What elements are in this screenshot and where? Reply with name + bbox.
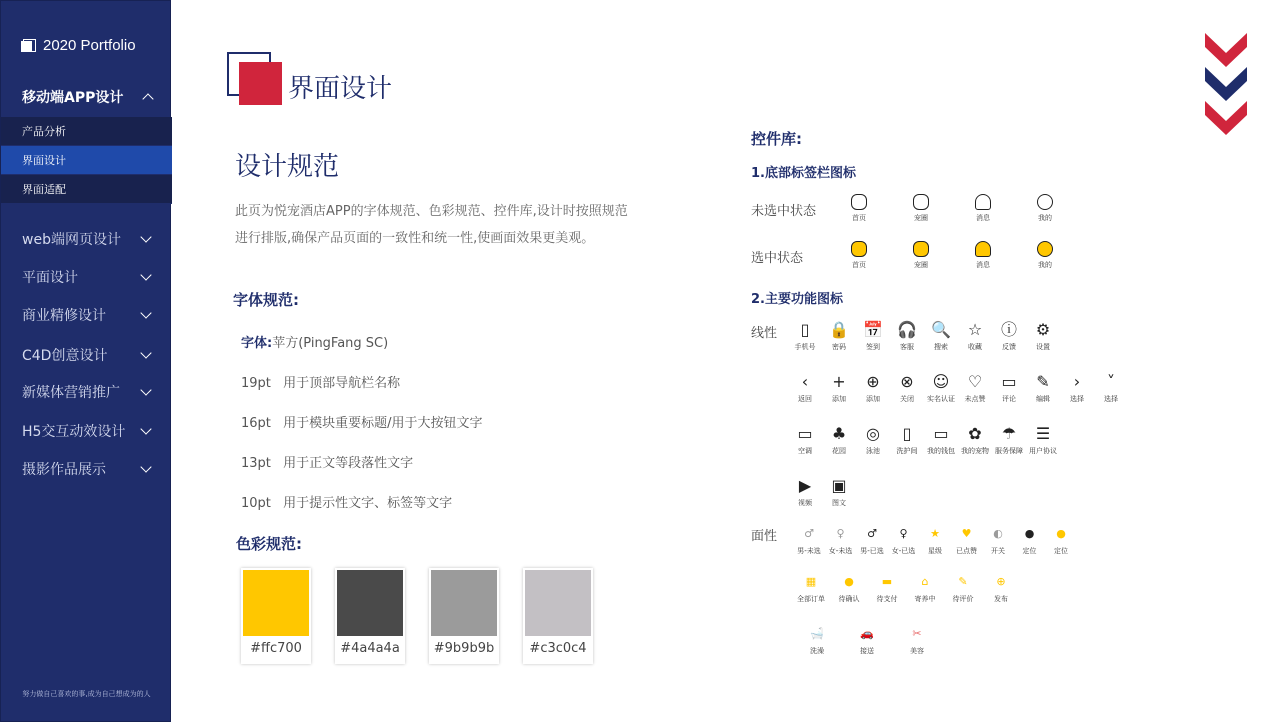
swatch-color bbox=[525, 570, 591, 636]
color-swatch bbox=[523, 568, 593, 664]
face-icon-item[interactable] bbox=[795, 624, 839, 656]
sidebar-item-label: 摄影作品展示 bbox=[22, 462, 106, 478]
color-swatch bbox=[429, 568, 499, 664]
icon-label: 定位 bbox=[1022, 547, 1037, 555]
sidebar-item-label: C4D创意设计 bbox=[22, 348, 108, 364]
fostering-icon: ⌂ bbox=[921, 575, 929, 588]
tab-home-unselected[interactable] bbox=[839, 194, 879, 223]
swatch-color bbox=[337, 570, 403, 636]
subnav-item-ui-design[interactable]: 界面设计 bbox=[1, 146, 172, 175]
func-icons-title: 2.主要功能图标 bbox=[751, 292, 843, 307]
line-style-label: 线性 bbox=[751, 326, 778, 341]
sidebar-item-label: web端网页设计 bbox=[22, 232, 121, 248]
plus-circle-icon: ⊕ bbox=[866, 372, 880, 391]
pickup-icon: 🚗 bbox=[860, 627, 874, 640]
swatch-code: #4a4a4a bbox=[340, 641, 400, 656]
icon-label: 返回 bbox=[798, 395, 812, 403]
icon-label: 收藏 bbox=[968, 343, 982, 351]
gear-icon: ⚙ bbox=[1035, 320, 1051, 339]
back-icon: ‹ bbox=[801, 372, 809, 391]
font-size: 19pt bbox=[241, 376, 271, 391]
chevron-navy bbox=[1205, 67, 1247, 101]
icon-label: 添加 bbox=[832, 395, 846, 403]
face-style-label: 面性 bbox=[751, 529, 778, 544]
icon-label: 视频 bbox=[798, 499, 812, 507]
pet-circle-icon bbox=[913, 241, 929, 257]
brand[interactable] bbox=[21, 37, 136, 54]
subnav-item-product-analysis[interactable]: 产品分析 bbox=[1, 117, 172, 146]
lifebuoy-icon: ◎ bbox=[866, 424, 880, 443]
icon-label: 待评价 bbox=[952, 595, 974, 603]
all-orders-icon: ▦ bbox=[805, 575, 817, 588]
font-rule bbox=[241, 372, 400, 391]
font-size: 16pt bbox=[241, 416, 271, 431]
tab-label: 首页 bbox=[852, 261, 866, 269]
sidebar-item-graphic[interactable] bbox=[1, 265, 172, 289]
sidebar-item-web[interactable] bbox=[1, 227, 172, 251]
sidebar-item-label: 新媒体营销推广 bbox=[22, 385, 120, 401]
sidebar-item-h5[interactable] bbox=[1, 419, 172, 443]
wash-room-icon: ▯ bbox=[902, 424, 912, 443]
chevron-down-icon bbox=[140, 269, 151, 280]
chevron-down-icon bbox=[140, 423, 151, 434]
section-heading: 设计规范 bbox=[235, 152, 340, 182]
font-usage: 用于模块重要标题/用于大按钮文字 bbox=[283, 416, 483, 431]
icon-label: 开关 bbox=[991, 547, 1005, 555]
face-icon-item[interactable] bbox=[845, 624, 889, 656]
dog-face-icon bbox=[1037, 241, 1053, 257]
chevron-down-icon bbox=[140, 307, 151, 318]
grooming-icon: ✂ bbox=[912, 627, 922, 640]
sidebar-item-c4d[interactable] bbox=[1, 343, 172, 367]
calendar-icon: 📅 bbox=[863, 320, 883, 339]
font-size: 13pt bbox=[241, 456, 271, 471]
icon-label: 图文 bbox=[832, 499, 846, 507]
tab-label: 消息 bbox=[976, 214, 990, 222]
icon-label: 我的钱包 bbox=[927, 447, 955, 455]
sidebar-item-label: 商业精修设计 bbox=[22, 308, 106, 324]
pending-review-icon: ✎ bbox=[958, 575, 968, 588]
icon-label: 全部订单 bbox=[797, 595, 825, 603]
icon-label: 待确认 bbox=[838, 595, 860, 603]
icon-label: 编辑 bbox=[1036, 395, 1050, 403]
tab-label: 消息 bbox=[976, 261, 990, 269]
color-spec-title: 色彩规范: bbox=[236, 535, 302, 553]
icon-label: 实名认证 bbox=[927, 395, 955, 403]
font-usage: 用于顶部导航栏名称 bbox=[283, 376, 401, 391]
icon-label: 定位 bbox=[1054, 547, 1068, 555]
sidebar-item-mobile-app[interactable] bbox=[1, 85, 172, 109]
pet-circle-icon bbox=[913, 194, 929, 210]
chevron-down-icon bbox=[140, 347, 151, 358]
tab-label: 首页 bbox=[852, 214, 866, 222]
font-family-label: 字体: bbox=[241, 336, 273, 351]
female-selected-icon: ♀ bbox=[899, 527, 908, 540]
tab-label: 我的 bbox=[1038, 214, 1052, 222]
icon-label: 未点赞 bbox=[964, 395, 986, 403]
icon-label: 洗护间 bbox=[896, 447, 918, 455]
icon-label: 密码 bbox=[832, 343, 846, 351]
font-size: 10pt bbox=[241, 496, 271, 511]
bath-icon: 🛁 bbox=[810, 627, 824, 640]
chevron-right-icon: › bbox=[1073, 372, 1081, 391]
selected-label: 选中状态 bbox=[751, 251, 804, 266]
toggle-icon: ◐ bbox=[993, 527, 1003, 540]
line-icon-item[interactable] bbox=[1089, 372, 1133, 404]
garden-icon: ♣ bbox=[831, 424, 847, 443]
chevron-down-icon: ˅ bbox=[1107, 372, 1115, 391]
phone-icon: ▯ bbox=[800, 320, 810, 339]
tab-circle-unselected[interactable] bbox=[901, 194, 941, 223]
sidebar-item-label: H5交互动效设计 bbox=[22, 424, 126, 440]
icon-label: 已点赞 bbox=[956, 547, 977, 555]
face-icon-item[interactable] bbox=[1039, 524, 1083, 556]
icon-label: 评论 bbox=[1002, 395, 1016, 403]
tab-label: 我的 bbox=[1038, 261, 1052, 269]
icon-label: 设置 bbox=[1036, 343, 1050, 351]
font-rule bbox=[241, 492, 452, 511]
icon-label: 关闭 bbox=[900, 395, 914, 403]
help-icon: ⓘ bbox=[1000, 320, 1017, 339]
sidebar-item-new-media[interactable] bbox=[1, 380, 172, 404]
tab-home-selected[interactable] bbox=[839, 241, 879, 270]
icon-label: 用户协议 bbox=[1029, 447, 1057, 455]
icon-label: 花园 bbox=[832, 447, 846, 455]
tab-message-selected[interactable] bbox=[963, 241, 1003, 270]
swatch-code: #c3c0c4 bbox=[529, 641, 587, 656]
sidebar-item-photo[interactable] bbox=[1, 457, 172, 481]
star-badge-icon: ★ bbox=[930, 527, 940, 540]
tab-mine-selected[interactable] bbox=[1025, 241, 1065, 270]
heart-icon: ♡ bbox=[967, 372, 983, 391]
male-unselected-icon: ♂ bbox=[804, 527, 814, 540]
heart-filled-icon: ♥ bbox=[961, 527, 972, 540]
aircon-icon: ▭ bbox=[797, 424, 813, 443]
icon-label: 签到 bbox=[866, 343, 880, 351]
icon-label: 女-已选 bbox=[891, 547, 916, 555]
unselected-label: 未选中状态 bbox=[751, 204, 817, 219]
chevron-down-icon bbox=[140, 231, 151, 242]
document-icon: ☰ bbox=[1035, 424, 1051, 443]
color-swatch bbox=[335, 568, 405, 664]
sidebar-item-label: 移动端APP设计 bbox=[22, 90, 124, 106]
intro-text: 此页为悦宠酒店APP的字体规范、色彩规范、控件库,设计时按照规范进行排版,确保产品页面的一致性和统一性,使画面效果更美观。 bbox=[235, 204, 628, 246]
search-icon: 🔍 bbox=[931, 320, 951, 339]
icon-label: 选择 bbox=[1104, 395, 1118, 403]
face-icon-item[interactable] bbox=[979, 572, 1023, 604]
sidebar-item-retouch[interactable] bbox=[1, 303, 172, 327]
icon-label: 我的宠物 bbox=[961, 447, 989, 455]
icon-label: 泳池 bbox=[866, 447, 880, 455]
page-title: 界面设计 bbox=[288, 74, 393, 104]
icon-label: 美容 bbox=[910, 647, 924, 655]
video-icon: ▶ bbox=[798, 476, 812, 495]
chevron-up-icon bbox=[142, 93, 153, 104]
swatch-color bbox=[431, 570, 497, 636]
location-yellow-icon: ● bbox=[1056, 527, 1066, 540]
chevron-red-top bbox=[1205, 33, 1247, 67]
publish-icon: ⊕ bbox=[996, 575, 1006, 588]
font-spec-title: 字体规范: bbox=[233, 291, 299, 309]
icon-label: 男-已选 bbox=[860, 547, 884, 555]
icon-label: 选择 bbox=[1070, 395, 1084, 403]
title-deco-fill bbox=[239, 62, 282, 105]
icon-label: 寄养中 bbox=[914, 595, 936, 603]
font-usage: 用于提示性文字、标签等文字 bbox=[283, 496, 453, 511]
plus-icon: + bbox=[832, 372, 846, 391]
chevron-down-icon bbox=[140, 384, 151, 395]
paw-icon: ✿ bbox=[968, 424, 982, 443]
icon-label: 洗澡 bbox=[810, 647, 824, 655]
subnav bbox=[1, 117, 172, 204]
icon-label: 女-未选 bbox=[828, 547, 853, 555]
icon-label: 反馈 bbox=[1002, 343, 1016, 351]
pending-confirm-icon: ● bbox=[844, 575, 854, 588]
home-icon bbox=[851, 241, 867, 257]
swatch-code: #9b9b9b bbox=[433, 641, 495, 656]
font-family-line bbox=[241, 332, 388, 351]
female-unselected-icon: ♀ bbox=[836, 527, 845, 540]
star-icon: ☆ bbox=[967, 320, 983, 339]
icon-label: 接送 bbox=[860, 647, 874, 655]
icon-label: 空调 bbox=[798, 447, 812, 455]
font-usage: 用于正文等段落性文字 bbox=[283, 456, 414, 471]
bell-icon bbox=[975, 241, 991, 257]
swatch-color bbox=[243, 570, 309, 636]
tab-circle-selected[interactable] bbox=[901, 241, 941, 270]
font-family-value: 苹方(PingFang SC) bbox=[272, 336, 389, 351]
subnav-item-adaptation[interactable]: 界面适配 bbox=[1, 175, 172, 204]
pending-pay-icon: ▬ bbox=[881, 575, 893, 588]
font-rule bbox=[241, 452, 413, 471]
male-selected-icon: ♂ bbox=[867, 527, 877, 540]
icon-label: 搜索 bbox=[934, 343, 948, 351]
chevron-down-icon bbox=[140, 461, 151, 472]
brand-label: 2020 Portfolio bbox=[43, 37, 136, 54]
line-icon-item[interactable] bbox=[1021, 424, 1065, 456]
icon-label: 待支付 bbox=[876, 595, 898, 603]
chevron-decoration bbox=[1205, 33, 1247, 137]
color-swatch bbox=[241, 568, 311, 664]
controls-title: 控件库: bbox=[751, 130, 802, 148]
wallet-icon: ▭ bbox=[933, 424, 949, 443]
edit-icon: ✎ bbox=[1036, 372, 1050, 391]
comment-icon: ▭ bbox=[1001, 372, 1017, 391]
tab-label: 宠圈 bbox=[914, 261, 928, 269]
location-dark-icon: ● bbox=[1024, 527, 1035, 540]
logo-icon bbox=[21, 39, 35, 53]
face-icon-item[interactable] bbox=[895, 624, 939, 656]
icon-label: 客服 bbox=[900, 343, 914, 351]
bell-icon bbox=[975, 194, 991, 210]
tab-label: 宠圈 bbox=[914, 214, 928, 222]
icon-label: 男-未选 bbox=[797, 547, 821, 555]
close-circle-icon: ⊗ bbox=[900, 372, 914, 391]
chevron-red-bottom bbox=[1205, 101, 1247, 135]
icon-label: 手机号 bbox=[794, 343, 816, 351]
line-icon-item[interactable] bbox=[1021, 320, 1065, 352]
line-icon-item[interactable] bbox=[817, 476, 861, 508]
icon-label: 服务保障 bbox=[995, 447, 1023, 455]
tab-mine-unselected[interactable] bbox=[1025, 194, 1065, 223]
headset-icon: 🎧 bbox=[897, 320, 917, 339]
swatch-code: #ffc700 bbox=[250, 641, 302, 656]
dog-face-icon bbox=[1037, 194, 1053, 210]
sidebar bbox=[0, 0, 171, 722]
sidebar-item-label: 平面设计 bbox=[22, 270, 78, 286]
lock-icon: 🔒 bbox=[829, 320, 849, 339]
umbrella-icon: ☂ bbox=[1001, 424, 1017, 443]
image-icon: ▣ bbox=[831, 476, 847, 495]
icon-label: 星级 bbox=[928, 547, 942, 555]
user-check-icon: ☺ bbox=[932, 372, 950, 391]
icon-label: 添加 bbox=[866, 395, 880, 403]
icon-label: 发布 bbox=[994, 595, 1008, 603]
home-icon bbox=[851, 194, 867, 210]
tabbar-title: 1.底部标签栏图标 bbox=[751, 166, 856, 181]
tab-message-unselected[interactable] bbox=[963, 194, 1003, 223]
motto: 努力做自己喜欢的事,成为自己想成为的人 bbox=[22, 690, 151, 698]
font-rule bbox=[241, 412, 483, 431]
